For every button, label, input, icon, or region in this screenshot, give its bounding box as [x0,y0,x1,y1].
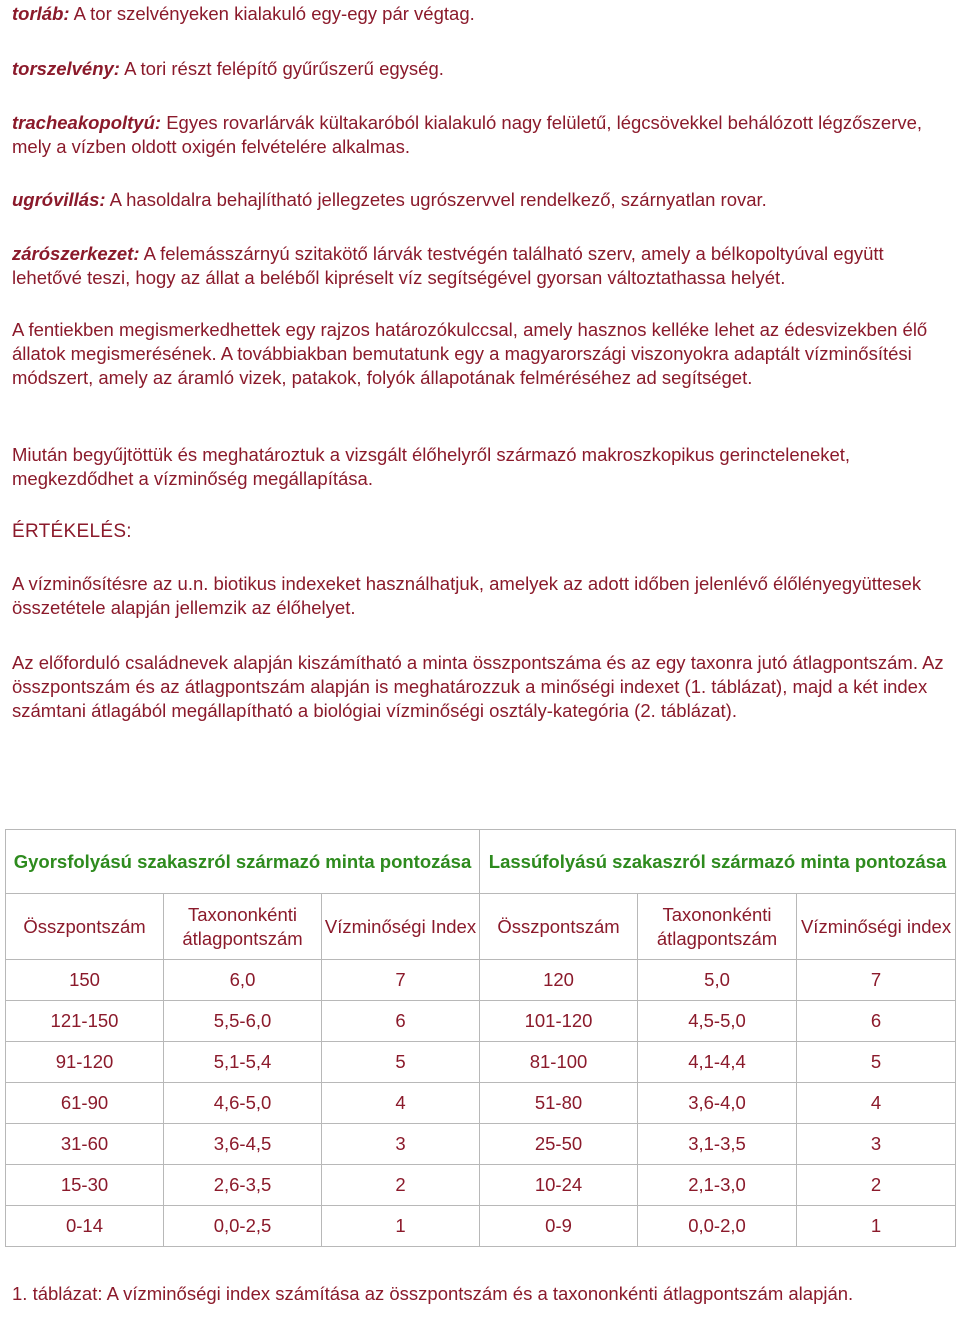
glossary-term: zárószerkezet: [12,243,140,264]
glossary-definition: Egyes rovarlárvák kültakaróból kialakuló nagy felületű, légcsövekkel behálózott légzőszerve, mely a vízben oldott oxigén felvételére alkalmas. [12,112,923,157]
table-cell: 5 [797,1042,956,1083]
glossary-definition: A felemásszárnyú szitakötő lárvák testvégén található szerv, amely a bélkopoltyúval együtt lehetővé teszi, hogy az állat a beléből kipréselt víz segítségével gyorsan változtathassa helyét. [12,243,884,288]
glossary-entry-torlab [12,2,947,26]
glossary-definition: A tori részt felépítő gyűrűszerű egység. [119,58,444,79]
table-cell: 7 [322,960,480,1001]
table-cell: 10-24 [480,1165,638,1206]
table-cell: 2,1-3,0 [638,1165,797,1206]
table-cell: 0,0-2,5 [164,1206,322,1247]
glossary-entry-ugrovillas [12,188,947,212]
table-cell: 5,0 [638,960,797,1001]
table-cell: 51-80 [480,1083,638,1124]
table-row [6,1001,956,1042]
slow-quality-index-header: Vízminőségi index [797,894,956,960]
glossary-entry-zaroszerkezet [12,242,947,290]
table-cell: 0,0-2,0 [638,1206,797,1247]
water-quality-index-table [5,829,956,1247]
table-cell: 1 [322,1206,480,1247]
glossary-definition: A tor szelvényeken kialakuló egy-egy pár végtag. [69,3,475,24]
fast-quality-index-header: Vízminőségi Index [322,894,480,960]
table-cell: 3 [322,1124,480,1165]
table-cell: 0-14 [6,1206,164,1247]
table-cell: 4,6-5,0 [164,1083,322,1124]
glossary-definition: A hasoldalra behajlítható jellegzetes ugrószervvel rendelkező, szárnyatlan rovar. [105,189,767,210]
table-cell: 81-100 [480,1042,638,1083]
table-cell: 6 [322,1001,480,1042]
table-cell: 121-150 [6,1001,164,1042]
intro-paragraph: A fentiekben megismerkedhettek egy rajzos határozókulccsal, amely hasznos kelléke lehet az édesvizekben élő állatok megismerésének. A továbbiakban bemutatunk egy a magyarországi viszonyokra adaptált vízminősítési módszert, amely az áramló vizek, patakok, folyók állapotának felméréséhez ad segítséget. [12,319,928,388]
table-row [6,1083,956,1124]
table-row [6,1124,956,1165]
fast-total-score-header: Összpontszám [6,894,164,960]
table-row [6,1042,956,1083]
table-cell: 2 [322,1165,480,1206]
table-cell: 3,1-3,5 [638,1124,797,1165]
slow-flow-group-header: Lassúfolyású szakaszról származó minta pontozása [480,830,956,894]
glossary-entry-torszelveny [12,57,947,81]
table-cell: 5,1-5,4 [164,1042,322,1083]
indices-paragraph: A vízminősítésre az u.n. biotikus indexeket használhatjuk, amelyek az adott időben jelenlévő élőlényegyüttesek összetétele alapján jellemzik az élőhelyet. [12,573,922,618]
table-cell: 0-9 [480,1206,638,1247]
glossary-term: ugróvillás: [12,189,106,210]
table-cell: 6,0 [164,960,322,1001]
table-caption: 1. táblázat: A vízminőségi index számítása az összpontszám és a taxononkénti átlagpontszám alapján. [12,1283,854,1304]
table-cell: 4,1-4,4 [638,1042,797,1083]
table-cell: 6 [797,1001,956,1042]
table-cell: 7 [797,960,956,1001]
table-row [6,1206,956,1247]
glossary-entry-tracheakopoltyu [12,111,947,159]
slow-total-score-header: Összpontszám [480,894,638,960]
glossary-term: torláb: [12,3,70,24]
table-cell: 91-120 [6,1042,164,1083]
slow-average-score-header: Taxononkénti átlagpontszám [638,894,797,960]
table-cell: 150 [6,960,164,1001]
table-cell: 4 [797,1083,956,1124]
section-heading: ÉRTÉKELÉS: [12,521,132,542]
table-row [6,960,956,1001]
table-cell: 61-90 [6,1083,164,1124]
table-cell: 5 [322,1042,480,1083]
fast-flow-group-header: Gyorsfolyású szakaszról származó minta pontozása [6,830,480,894]
glossary-term: torszelvény: [12,58,120,79]
table-cell: 5,5-6,0 [164,1001,322,1042]
table-cell: 15-30 [6,1165,164,1206]
table-cell: 2,6-3,5 [164,1165,322,1206]
table-cell: 3,6-4,0 [638,1083,797,1124]
table-cell: 2 [797,1165,956,1206]
table-group-header-row [6,830,956,894]
table-cell: 3,6-4,5 [164,1124,322,1165]
table-cell: 101-120 [480,1001,638,1042]
table-cell: 1 [797,1206,956,1247]
table-cell: 31-60 [6,1124,164,1165]
table-cell: 4 [322,1083,480,1124]
collection-paragraph: Miután begyűjtöttük és meghatároztuk a vizsgált élőhelyről származó makroszkopikus gerincteleneket, megkezdődhet a vízminőség megállapítása. [12,444,851,489]
table-cell: 25-50 [480,1124,638,1165]
table-column-header-row [6,894,956,960]
glossary-term: tracheakopoltyú: [12,112,162,133]
table-cell: 120 [480,960,638,1001]
table-cell: 3 [797,1124,956,1165]
fast-average-score-header: Taxononkénti átlagpontszám [164,894,322,960]
scoring-paragraph: Az előforduló családnevek alapján kiszámítható a minta összpontszáma és az egy taxonra jutó átlagpontszám. Az összpontszám és az átlagpontszám alapján is meghatározzuk a minőségi indexet (1. táblázat), majd a két index számtani átlagából megállapítható a biológiai vízminőségi osztály-kategória (2. táblázat). [12,652,944,721]
table-row [6,1165,956,1206]
table-cell: 4,5-5,0 [638,1001,797,1042]
